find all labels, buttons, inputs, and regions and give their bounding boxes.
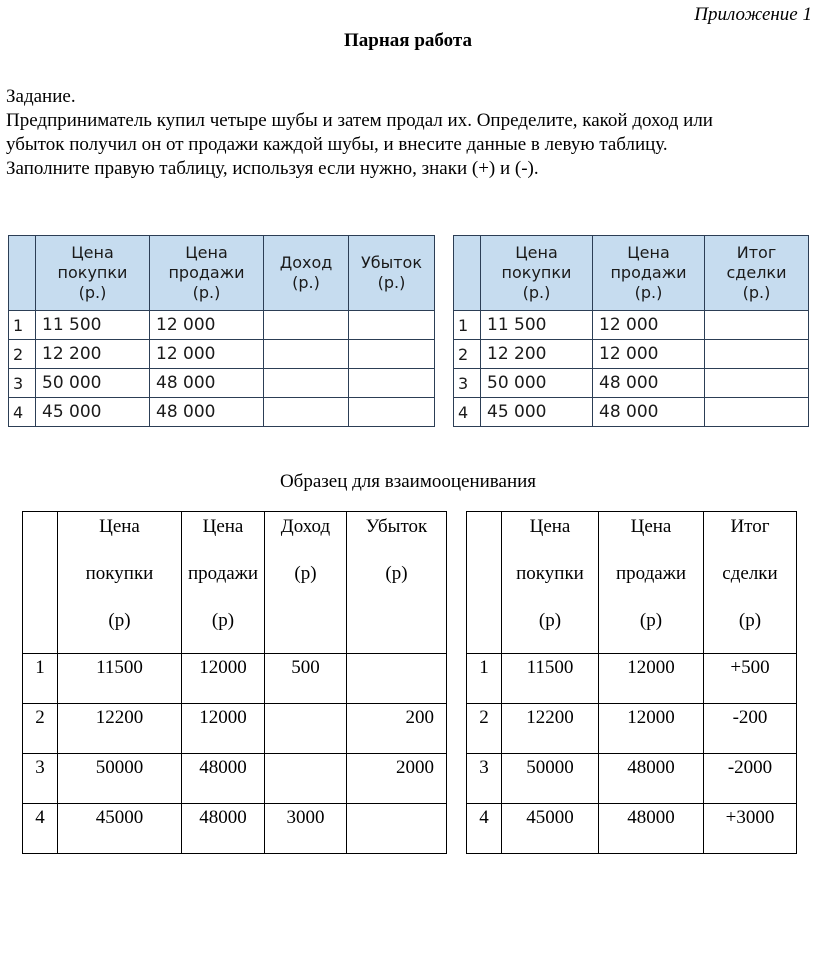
- header-text: продажи: [615, 563, 687, 584]
- table-cell: [347, 804, 447, 854]
- header-text: [23, 512, 57, 559]
- table-cell: 12 200: [36, 340, 150, 369]
- row-number: 4: [9, 398, 36, 427]
- row-number: 4: [23, 804, 58, 854]
- table-cell: 12000: [182, 704, 265, 754]
- table-row: [454, 369, 809, 398]
- answer-table-right: [466, 511, 797, 854]
- row-number: 2: [454, 340, 481, 369]
- table-cell: 12 000: [150, 340, 264, 369]
- table-cell: 48 000: [150, 398, 264, 427]
- header-text: [467, 512, 501, 559]
- header-cell-index: [467, 512, 502, 654]
- header-cell-index: [23, 512, 58, 654]
- table-cell: 48 000: [150, 369, 264, 398]
- header-cell-index: [9, 236, 36, 311]
- header-cell: [264, 236, 349, 311]
- table-cell: [265, 704, 347, 754]
- row-number: 1: [454, 311, 481, 340]
- table-cell: 11500: [502, 654, 599, 704]
- table-cell: 12 000: [150, 311, 264, 340]
- table-cell: 48000: [182, 754, 265, 804]
- header-text: продажи: [168, 263, 245, 282]
- header-text: покупки: [516, 563, 584, 584]
- row-number: 3: [23, 754, 58, 804]
- row-number: 3: [454, 369, 481, 398]
- row-number: 3: [9, 369, 36, 398]
- table-cell: 12 200: [481, 340, 593, 369]
- table-row: [9, 311, 435, 340]
- appendix-label: Приложение 1: [694, 4, 812, 25]
- table-row: [23, 754, 447, 804]
- table-row: [23, 704, 447, 754]
- table-cell: [705, 340, 809, 369]
- header-text: [23, 606, 57, 653]
- table-cell: [349, 311, 435, 340]
- task-line-3: Заполните правую таблицу, используя если нужно, знаки (+) и (-).: [6, 158, 539, 179]
- task-label: Задание.: [6, 86, 76, 107]
- table-cell: 45 000: [481, 398, 593, 427]
- header-text: (р): [385, 563, 408, 584]
- table-cell: 12 000: [593, 340, 705, 369]
- table-cell: 45000: [502, 804, 599, 854]
- table-row: [454, 340, 809, 369]
- table-row: [467, 654, 797, 704]
- table-cell: [349, 369, 435, 398]
- header-text: [467, 559, 501, 606]
- table-cell: [349, 340, 435, 369]
- header-text: Доход: [280, 516, 331, 537]
- header-cell-index: [454, 236, 481, 311]
- row-number: 1: [467, 654, 502, 704]
- row-number: 2: [9, 340, 36, 369]
- header-row: [467, 512, 797, 654]
- header-cell: [705, 236, 809, 311]
- header-text: Цена: [71, 243, 114, 262]
- header-cell: [265, 512, 347, 654]
- table-cell: 48000: [599, 804, 704, 854]
- header-text: покупки: [57, 263, 128, 282]
- header-text: покупки: [85, 563, 154, 584]
- table-cell: 12000: [599, 654, 704, 704]
- header-text: продажи: [187, 563, 259, 584]
- table-cell: 12000: [599, 704, 704, 754]
- table-cell: 11 500: [36, 311, 150, 340]
- table-cell: 500: [265, 654, 347, 704]
- table-cell: 3000: [265, 804, 347, 854]
- task-text: [6, 85, 806, 181]
- peer-review-caption: Образец для взаимооценивания: [279, 471, 537, 492]
- header-cell: [599, 512, 704, 654]
- row-number: 2: [23, 704, 58, 754]
- table-cell: [264, 398, 349, 427]
- exercise-table-right: [453, 235, 809, 427]
- row-number: 1: [9, 311, 36, 340]
- table-row: [467, 754, 797, 804]
- header-text: (р): [538, 610, 562, 631]
- table-cell: +3000: [704, 804, 797, 854]
- table-row: [454, 398, 809, 427]
- header-text: Доход: [279, 253, 333, 272]
- header-text: Цена: [627, 243, 670, 262]
- table-cell: [265, 754, 347, 804]
- header-cell: [481, 236, 593, 311]
- header-text: (р): [108, 610, 131, 631]
- header-text: (р.): [634, 283, 663, 302]
- row-number: 4: [454, 398, 481, 427]
- table-cell: -2000: [704, 754, 797, 804]
- exercise-table-left: [8, 235, 435, 427]
- table-cell: 11500: [58, 654, 182, 704]
- header-text: (р.): [377, 273, 406, 292]
- header-row: [23, 512, 447, 654]
- header-text: сделки: [722, 563, 778, 584]
- table-cell: 50 000: [481, 369, 593, 398]
- table-cell: 48000: [599, 754, 704, 804]
- answer-table-left: [22, 511, 447, 854]
- header-text: (р.): [742, 283, 771, 302]
- table-cell: [264, 340, 349, 369]
- table-cell: 48000: [182, 804, 265, 854]
- header-cell: [593, 236, 705, 311]
- header-row: [9, 236, 435, 311]
- table-cell: 12200: [58, 704, 182, 754]
- table-cell: 2000: [347, 754, 447, 804]
- table-row: [9, 340, 435, 369]
- header-cell: [349, 236, 435, 311]
- table-cell: 48 000: [593, 369, 705, 398]
- header-row: [454, 236, 809, 311]
- table-cell: 48 000: [593, 398, 705, 427]
- header-text: Цена: [99, 516, 140, 537]
- table-cell: 45 000: [36, 398, 150, 427]
- header-text: покупки: [501, 263, 572, 282]
- table-cell: [705, 311, 809, 340]
- header-cell: [182, 512, 265, 654]
- row-number: 1: [23, 654, 58, 704]
- table-cell: -200: [704, 704, 797, 754]
- header-text: Убыток: [365, 516, 428, 537]
- header-text: (р.): [522, 283, 551, 302]
- task-line-2: убыток получил он от продажи каждой шубы, и внесите данные в левую таблицу.: [6, 134, 668, 155]
- table-cell: 200: [347, 704, 447, 754]
- header-text: (р.): [292, 273, 320, 292]
- table-cell: 50 000: [36, 369, 150, 398]
- table-row: [23, 804, 447, 854]
- header-text: Цена: [202, 516, 244, 537]
- table-row: [454, 311, 809, 340]
- table-cell: [264, 311, 349, 340]
- table-cell: [705, 398, 809, 427]
- header-text: (р): [639, 610, 663, 631]
- header-cell: [347, 512, 447, 654]
- table-cell: 50000: [502, 754, 599, 804]
- header-text: [265, 606, 346, 653]
- table-row: [9, 398, 435, 427]
- table-row: [23, 654, 447, 704]
- table-cell: 12 000: [593, 311, 705, 340]
- table-cell: [705, 369, 809, 398]
- header-text: (р): [211, 610, 235, 631]
- table-cell: [347, 654, 447, 704]
- header-text: продажи: [610, 263, 687, 282]
- header-text: Итог: [736, 243, 777, 262]
- table-row: [9, 369, 435, 398]
- header-text: [347, 606, 446, 653]
- table-cell: [349, 398, 435, 427]
- header-text: (р): [738, 610, 762, 631]
- table-cell: [264, 369, 349, 398]
- header-cell: [150, 236, 264, 311]
- task-line-1: Предприниматель купил четыре шубы и затем продал их. Определите, какой доход или: [6, 110, 713, 131]
- header-text: (р.): [192, 283, 221, 302]
- header-cell: [36, 236, 150, 311]
- table-cell: 11 500: [481, 311, 593, 340]
- table-cell: +500: [704, 654, 797, 704]
- header-text: (р): [294, 563, 317, 584]
- header-text: (р.): [78, 283, 107, 302]
- header-text: Убыток: [360, 253, 423, 272]
- table-cell: 45000: [58, 804, 182, 854]
- table-cell: 12200: [502, 704, 599, 754]
- header-text: Цена: [185, 243, 228, 262]
- header-cell: [704, 512, 797, 654]
- table-cell: 50000: [58, 754, 182, 804]
- header-text: Цена: [515, 243, 558, 262]
- row-number: 2: [467, 704, 502, 754]
- table-cell: 12000: [182, 654, 265, 704]
- row-number: 3: [467, 754, 502, 804]
- header-text: Цена: [630, 516, 672, 537]
- header-text: [23, 559, 57, 606]
- header-text: [467, 606, 501, 653]
- header-text: Цена: [529, 516, 571, 537]
- header-cell: [502, 512, 599, 654]
- header-text: сделки: [726, 263, 787, 282]
- table-row: [467, 804, 797, 854]
- header-cell: [58, 512, 182, 654]
- row-number: 4: [467, 804, 502, 854]
- table-row: [467, 704, 797, 754]
- header-text: Итог: [730, 516, 770, 537]
- page-title: Парная работа: [344, 30, 472, 51]
